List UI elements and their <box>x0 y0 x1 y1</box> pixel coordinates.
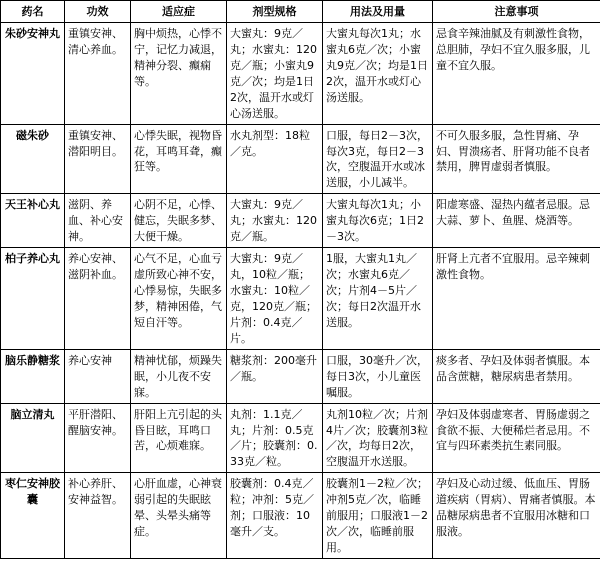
cell-indication: 心肝血虚，心神衰弱引起的失眠眩晕、头晕头痛等症。 <box>131 473 227 559</box>
cell-form: 大蜜丸：9克／丸；水蜜丸：120克／瓶；小蜜丸9克／次；均是1日2次，温开水或灯心汤送服。 <box>227 22 323 124</box>
table-row <box>1 248 600 350</box>
cell-notes: 肝肾上亢者不宜服用。忌辛辣刺激性食物。 <box>433 248 600 350</box>
table-row <box>1 403 600 473</box>
column-header-name: 药名 <box>1 1 65 23</box>
header-row <box>1 1 600 23</box>
cell-drug-name: 枣仁安神胶囊 <box>1 473 65 559</box>
cell-dosage: 1服，大蜜丸1丸／次；水蜜丸6克／次；片剂4－5片／次；每日2次温开水送服。 <box>323 248 433 350</box>
cell-notes: 阳虚寒盛、湿热内蕴者忌服。忌大蒜、萝卜、鱼腥、烧酒等。 <box>433 194 600 248</box>
cell-drug-name: 脑立清丸 <box>1 403 65 473</box>
cell-form: 糖浆剂：200毫升／瓶。 <box>227 349 323 403</box>
column-header-indication: 适应症 <box>131 1 227 23</box>
cell-indication: 胸中烦热，心悸不宁，记忆力减退，精神分裂、癫痫等。 <box>131 22 227 124</box>
cell-drug-name: 柏子养心丸 <box>1 248 65 350</box>
cell-drug-name: 磁朱砂 <box>1 124 65 194</box>
cell-notes: 不可久服多服，急性胃痛、孕妇、胃溃疡者、肝肾功能不良者禁用，脾胃虚弱者慎服。 <box>433 124 600 194</box>
cell-form: 大蜜丸：9克／丸，10粒／瓶；水蜜丸：10粒／克，120克／瓶；片剂：0.4克／片。 <box>227 248 323 350</box>
cell-notes: 孕妇及体弱虚寒者、胃肠虚弱之食欲不振、大便稀烂者忌用。不宜与四环素类抗生素同服。 <box>433 403 600 473</box>
column-header-dosage: 用法及用量 <box>323 1 433 23</box>
cell-notes: 孕妇及心动过缓、低血压、胃肠道疾病（胃病）、胃痛者慎服。本品糖尿病患者不宜服用冰糖和口服液。 <box>433 473 600 559</box>
table-body <box>1 22 600 558</box>
cell-indication: 精神忧郁，烦躁失眠，小儿夜不安寐。 <box>131 349 227 403</box>
table-row <box>1 22 600 124</box>
table-row <box>1 349 600 403</box>
column-header-form: 剂型规格 <box>227 1 323 23</box>
cell-effect: 养心安神 <box>65 349 131 403</box>
cell-indication: 心悸失眠，视物昏花，耳鸣耳聋，癫狂等。 <box>131 124 227 194</box>
cell-effect: 重镇安神、清心养血。 <box>65 22 131 124</box>
column-header-effect: 功效 <box>65 1 131 23</box>
cell-dosage: 胶囊剂1－2粒／次；冲剂5克／次，临睡前服用；口服液1－2次／次，临睡前服用。 <box>323 473 433 559</box>
cell-dosage: 口服，30毫升／次，每日3次，小儿童医嘱服。 <box>323 349 433 403</box>
cell-notes: 痰多者、孕妇及体弱者慎服。本品含蔗糖，糖尿病患者禁用。 <box>433 349 600 403</box>
table-row <box>1 194 600 248</box>
cell-form: 大蜜丸：9克／丸；水蜜丸：120克／瓶。 <box>227 194 323 248</box>
cell-dosage: 口服，每日2－3次，每次3克，每日2－3次，空腹温开水或冰送服，小儿减半。 <box>323 124 433 194</box>
cell-effect: 平肝潜阳、醒脑安神。 <box>65 403 131 473</box>
cell-dosage: 大蜜丸每次1丸；水蜜丸6克／次；小蜜丸9克／次；均是1日2次，温开水或灯心汤送服。 <box>323 22 433 124</box>
cell-drug-name: 脑乐静糖浆 <box>1 349 65 403</box>
cell-effect: 补心养肝、安神益智。 <box>65 473 131 559</box>
column-header-notes: 注意事项 <box>433 1 600 23</box>
table-header <box>1 1 600 23</box>
cell-notes: 忌食辛辣油腻及有刺激性食物，总胆肺，孕妇不宜久服多服，儿童不宜久服。 <box>433 22 600 124</box>
cell-effect: 养心安神、滋阴补血。 <box>65 248 131 350</box>
table-row <box>1 473 600 559</box>
cell-indication: 心阴不足，心悸、健忘，失眠多梦、大便干燥。 <box>131 194 227 248</box>
cell-effect: 重镇安神、潜阳明目。 <box>65 124 131 194</box>
cell-drug-name: 天王补心丸 <box>1 194 65 248</box>
cell-dosage: 大蜜丸每次1丸；小蜜丸每次6克；1日2－3次。 <box>323 194 433 248</box>
cell-form: 丸剂：1.1克／丸；片剂：0.5克／片；胶囊剂：0.33克／粒。 <box>227 403 323 473</box>
cell-dosage: 丸剂10粒／次；片剂4片／次；胶囊剂3粒／次，均每日2次，空腹温开水送服。 <box>323 403 433 473</box>
table-row <box>1 124 600 194</box>
cell-indication: 肝阳上亢引起的头昏目眩，耳鸣口苦，心烦难寐。 <box>131 403 227 473</box>
cell-form: 胶囊剂：0.4克／粒；冲剂：5克／剂；口服液：10毫升／支。 <box>227 473 323 559</box>
cell-form: 水丸剂型：18粒／克。 <box>227 124 323 194</box>
cell-drug-name: 朱砂安神丸 <box>1 22 65 124</box>
cell-indication: 心气不足，心血亏虚所致心神不安，心悸易惊，失眠多梦，精神困倦，气短自汗等。 <box>131 248 227 350</box>
cell-effect: 滋阴、养血、补心安神。 <box>65 194 131 248</box>
